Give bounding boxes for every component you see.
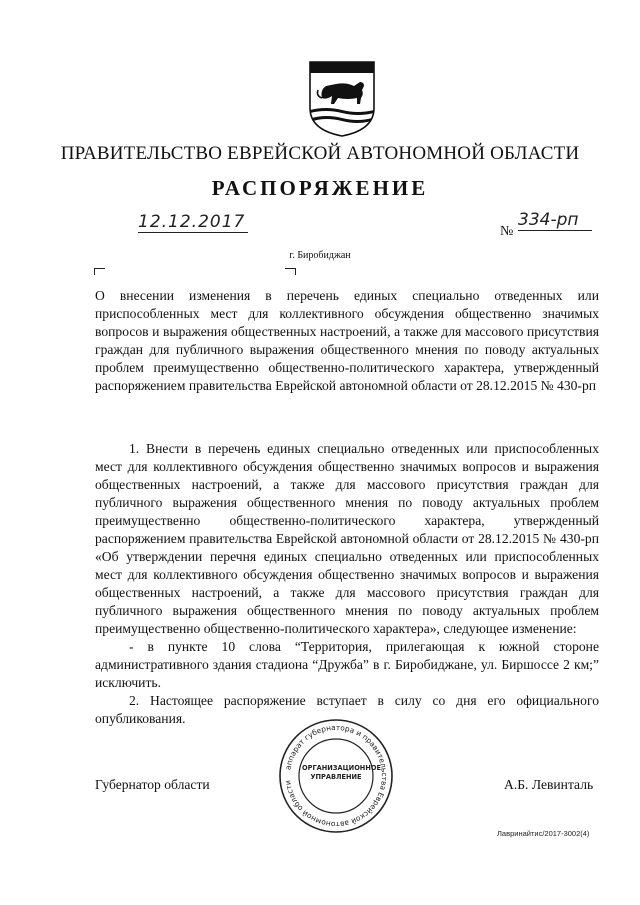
handwritten-date: 12.12.2017 [138,212,248,233]
document-body [95,440,599,728]
heading-corner-mark-right [285,268,296,275]
document-heading: О внесении изменения в перечень единых специально отведенных или приспособленных мест для коллективного обсуждения общественно значимых вопросов и выражения общественных настроений, а также для массового присутствия граждан для публичного выражения общественного мнения по поводу актуальных проблем преимущественно общественно-политического характера, утвержденный распоряжением правительства Еврейской автономной области от 28.12.2015 № 430-рп [95,288,599,393]
city-label: г. Биробиджан [289,250,351,261]
paragraph-item-1: 1. Внести в перечень единых специально отведенных или приспособленных мест для коллективного обсуждения общественно значимых вопросов и выражения общественных настроений, а также для массового присутствия граждан для публичного выражения общественного мнения по поводу актуальных проблем преимущественно общественно-политического характера, утвержденный распоряжением правительства Еврейской автономной области от 28.12.2015 № 430-рп «Об утверждении перечня единых специально отведенных или приспособленных мест для коллективного обсуждения общественно значимых вопросов и выражения общественных настроений, а также для массового присутствия граждан для публичного выражения общественного мнения по поводу актуальных проблем преимущественно общественно-политического характера», следующее изменение: [95,441,599,636]
document-type-title: РАСПОРЯЖЕНИЕ [211,176,429,200]
paragraph-item-1-sub: - в пункте 10 слова “Территория, прилегающая к южной стороне административного здания стадиона “Дружба” в г. Биробиджане, ул. Биршоссе 2 км;” исключить. [95,639,599,690]
signer-position: Губернатор области [95,777,210,792]
number-sign: № [500,224,514,239]
paragraph-item-2: 2. Настоящее распоряжение вступает в силу со дня его официального опубликования. [95,693,599,726]
handwritten-document-number: 334-рп [518,210,592,231]
coat-of-arms-emblem [306,60,378,138]
heading-corner-mark-left [94,268,105,275]
stamp-ring-text: аппарат губернатора и правительства Еврейской автономной области [283,722,390,830]
signer-name: А.Б. Левинталь [504,777,594,792]
footer-executor-code: Лавринайтис/2017-3002(4) [497,829,590,838]
official-stamp [278,718,394,834]
stamp-center-text: ОРГАНИЗАЦИОННОЕ УПРАВЛЕНИЕ [302,764,381,781]
government-title: ПРАВИТЕЛЬСТВО ЕВРЕЙСКОЙ АВТОНОМНОЙ ОБЛАСТИ [60,143,580,164]
